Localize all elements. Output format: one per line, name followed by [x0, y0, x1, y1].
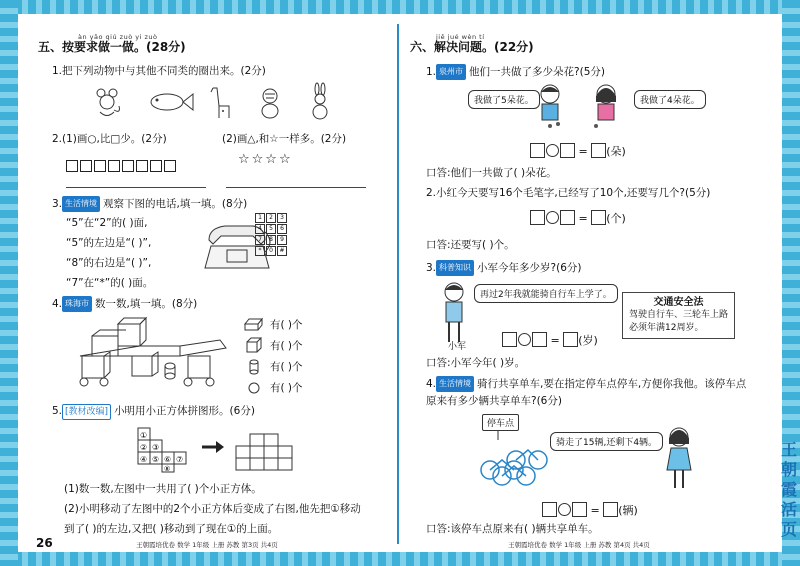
answer-box[interactable]	[591, 143, 606, 158]
r-q3-heading: 3. 科普知识 小军今年多少岁?(6分)	[426, 262, 582, 274]
answer-line	[226, 187, 366, 188]
flowers-icon	[548, 122, 598, 128]
answer-box[interactable]	[563, 332, 578, 347]
q4-row2: 有( )个	[270, 340, 303, 352]
square-shape	[66, 160, 78, 172]
r-q1-text: 他们一共做了多少朵花?(5分)	[469, 66, 605, 78]
answer-box[interactable]	[502, 332, 517, 347]
key: 7	[255, 235, 265, 245]
operator-circle[interactable]	[518, 333, 531, 346]
answer-box[interactable]	[572, 502, 587, 517]
answer-box[interactable]	[530, 143, 545, 158]
cube-label: ③	[152, 443, 160, 452]
r-q3-text: 小军今年多少岁?(6分)	[477, 262, 582, 274]
traffic-law-title: 交通安全法	[653, 297, 704, 308]
key: 8	[266, 235, 276, 245]
square-shape	[164, 160, 176, 172]
key: 2	[266, 213, 276, 223]
q5-text: 小明用小正方体拼图形。(6分)	[114, 405, 255, 417]
operator-circle[interactable]	[546, 144, 559, 157]
q3-line4: “7”在“*”的( )面。	[66, 277, 154, 289]
q5-heading: 5. [教材改编] 小明用小正方体拼图形。(6分)	[52, 404, 255, 420]
traffic-law-box	[622, 292, 735, 339]
tiger-icon	[262, 89, 278, 118]
fish-icon	[151, 94, 193, 110]
unit-label: (岁)	[578, 334, 598, 347]
rabbit-icon	[313, 83, 327, 119]
unit-label: (辆)	[618, 504, 638, 517]
square-shape	[94, 160, 106, 172]
section5-title: 五、按要求做一做。(28分)	[38, 40, 186, 54]
decorative-border-top	[0, 0, 800, 14]
q1-equation: = (朵)	[530, 143, 626, 159]
q5-part3: 到了( )的左边,又把( )移动到了现在①的上面。	[64, 523, 279, 535]
key: *	[255, 246, 265, 256]
r-q4-line2: 原来有多少辆共享单车?(6分)	[426, 395, 562, 407]
cube-label: ④	[140, 455, 148, 464]
q2-equation: = (个)	[530, 210, 626, 226]
squares-row	[66, 155, 178, 174]
traffic-law-line1: 驾驶自行车、三轮车上路	[629, 310, 729, 320]
r-q3-answer: 口答:小军今年( )岁。	[426, 357, 526, 369]
cube-label: ①	[140, 431, 148, 440]
girl-icon	[664, 426, 694, 492]
q5-part2: (2)小明移动了左图中的2个小正方体后变成了右图,他先把①移动	[64, 503, 361, 515]
q4-row3: 有( )个	[270, 361, 303, 373]
block-structure-figure	[70, 322, 235, 390]
q4-row4: 有( )个	[270, 382, 303, 394]
speech-bubble-boy: 我做了5朵花。	[468, 90, 540, 109]
q4-heading: 4. 珠海市 数一数,填一填。(8分)	[52, 298, 198, 310]
decorative-border-bottom	[0, 552, 800, 566]
cubes-right-figure	[234, 428, 296, 474]
speech-bubble-girl: 我做了4朵花。	[634, 90, 706, 109]
page-number: 26	[36, 536, 53, 550]
key: 9	[277, 235, 287, 245]
r-q4-heading: 4. 生活情境 骑行共享单车,要在指定停车点停车,方便你我他。该停车点	[426, 378, 747, 390]
r-q4-answer: 口答:该停车点原来有( )辆共享单车。	[426, 523, 599, 535]
section6-pinyin: jiě jué wèn tí	[436, 33, 485, 41]
stars-row: ☆☆☆☆	[238, 152, 293, 167]
q5-tag: [教材改编]	[62, 404, 111, 420]
q3-heading: 3. 生活情境 观察下图的电话,填一填。(8分)	[52, 198, 248, 210]
unit-label: (个)	[606, 212, 626, 225]
answer-box[interactable]	[532, 332, 547, 347]
unit-label: (朵)	[606, 145, 626, 158]
cube-label: ⑧	[164, 465, 171, 473]
key: 3	[277, 213, 287, 223]
brand-logo: 王朝霞活页	[780, 440, 797, 539]
girl-icon	[596, 85, 616, 120]
answer-box[interactable]	[560, 143, 575, 158]
square-shape	[80, 160, 92, 172]
arrow-right-icon	[202, 440, 226, 454]
key: #	[277, 246, 287, 256]
shared-bikes-icon	[478, 430, 558, 488]
q3-text: 观察下图的电话,填一填。(8分)	[103, 198, 248, 210]
square-shape	[136, 160, 148, 172]
key: 5	[266, 224, 276, 234]
left-footer: 王朝霞培优卷 数学 1年级 上册 苏教 第3页 共4页	[136, 541, 278, 549]
r-q1-answer: 口答:他们一共做了( )朵花。	[426, 167, 557, 179]
speech-bubble-xiaojun: 再过2年我就能骑自行车上学了。	[474, 284, 618, 303]
answer-box[interactable]	[542, 502, 557, 517]
children-making-flowers	[536, 82, 626, 132]
key: 6	[277, 224, 287, 234]
r-q3-tag: 科普知识	[436, 260, 474, 276]
q3-line2: “5”的左边是“( )”,	[66, 237, 152, 249]
r-q1-heading: 1. 泉州市 他们一共做了多少朵花?(5分)	[426, 66, 605, 78]
q5-part1: (1)数一数,左图中一共用了( )个小正方体。	[64, 483, 262, 495]
operator-circle[interactable]	[558, 503, 571, 516]
parking-sign: 停车点	[482, 414, 519, 431]
q2a-text: 2.(1)画○,比□少。(2分)	[52, 133, 167, 145]
traffic-law-line2: 必须年满12周岁。	[629, 323, 704, 333]
xiaojun-name: 小军	[448, 342, 467, 352]
speech-bubble-girl-bikes: 骑走了15辆,还剩下4辆。	[550, 432, 663, 451]
section5-pinyin: àn yāo qiú zuò yi zuò	[78, 33, 158, 41]
boy-icon	[541, 85, 559, 120]
r-q2-answer: 口答:还要写( )个。	[426, 239, 515, 251]
q4-tag: 珠海市	[62, 296, 92, 312]
giraffe-icon	[211, 88, 229, 118]
cube-label: ⑦	[176, 455, 184, 464]
q4-text: 数一数,填一填。(8分)	[95, 298, 198, 310]
q3-line3: “8”的右边是“( )”,	[66, 257, 152, 269]
q3-equation: = (岁)	[502, 332, 598, 348]
answer-line	[66, 187, 206, 188]
phone-keypad	[255, 213, 285, 256]
key: 1	[255, 213, 265, 223]
right-footer: 王朝霞培优卷 数学 1年级 上册 苏教 第4页 共4页	[508, 541, 650, 549]
q3-tag: 生活情境	[62, 196, 100, 212]
q2b-text: (2)画△,和☆一样多。(2分)	[222, 133, 347, 145]
square-shape	[122, 160, 134, 172]
section6-title: 六、解决问题。(22分)	[410, 40, 534, 54]
answer-box[interactable]	[560, 210, 575, 225]
q4-row1: 有( )个	[270, 319, 303, 331]
shape-legend-icons	[244, 316, 264, 394]
r-q4-text: 骑行共享单车,要在指定停车点停车,方便你我他。该停车点	[477, 378, 747, 390]
q4-equation: = (辆)	[542, 502, 638, 518]
answer-box[interactable]	[591, 210, 606, 225]
r-q1-tag: 泉州市	[436, 64, 466, 80]
q1-text: 1.把下列动物中与其他不同类的圈出来。(2分)	[52, 65, 266, 77]
square-shape	[108, 160, 120, 172]
mouse-icon	[97, 89, 119, 116]
q3-line1: “5”在“2”的( )面,	[66, 217, 148, 229]
key: 4	[255, 224, 265, 234]
answer-box[interactable]	[603, 502, 618, 517]
decorative-border-left	[0, 0, 18, 566]
cubes-left-figure	[134, 424, 194, 476]
r-q4-tag: 生活情境	[436, 376, 474, 392]
square-shape	[150, 160, 162, 172]
cube-label: ⑥	[164, 455, 172, 464]
r-q2-text: 2.小红今天要写16个毛笔字,已经写了10个,还要写几个?(5分)	[426, 187, 711, 199]
cube-label: ⑤	[152, 455, 160, 464]
cube-label: ②	[140, 443, 148, 452]
operator-circle[interactable]	[546, 211, 559, 224]
animals-illustration	[95, 84, 345, 120]
key: 0	[266, 246, 276, 256]
column-divider	[397, 24, 399, 544]
answer-box[interactable]	[530, 210, 545, 225]
